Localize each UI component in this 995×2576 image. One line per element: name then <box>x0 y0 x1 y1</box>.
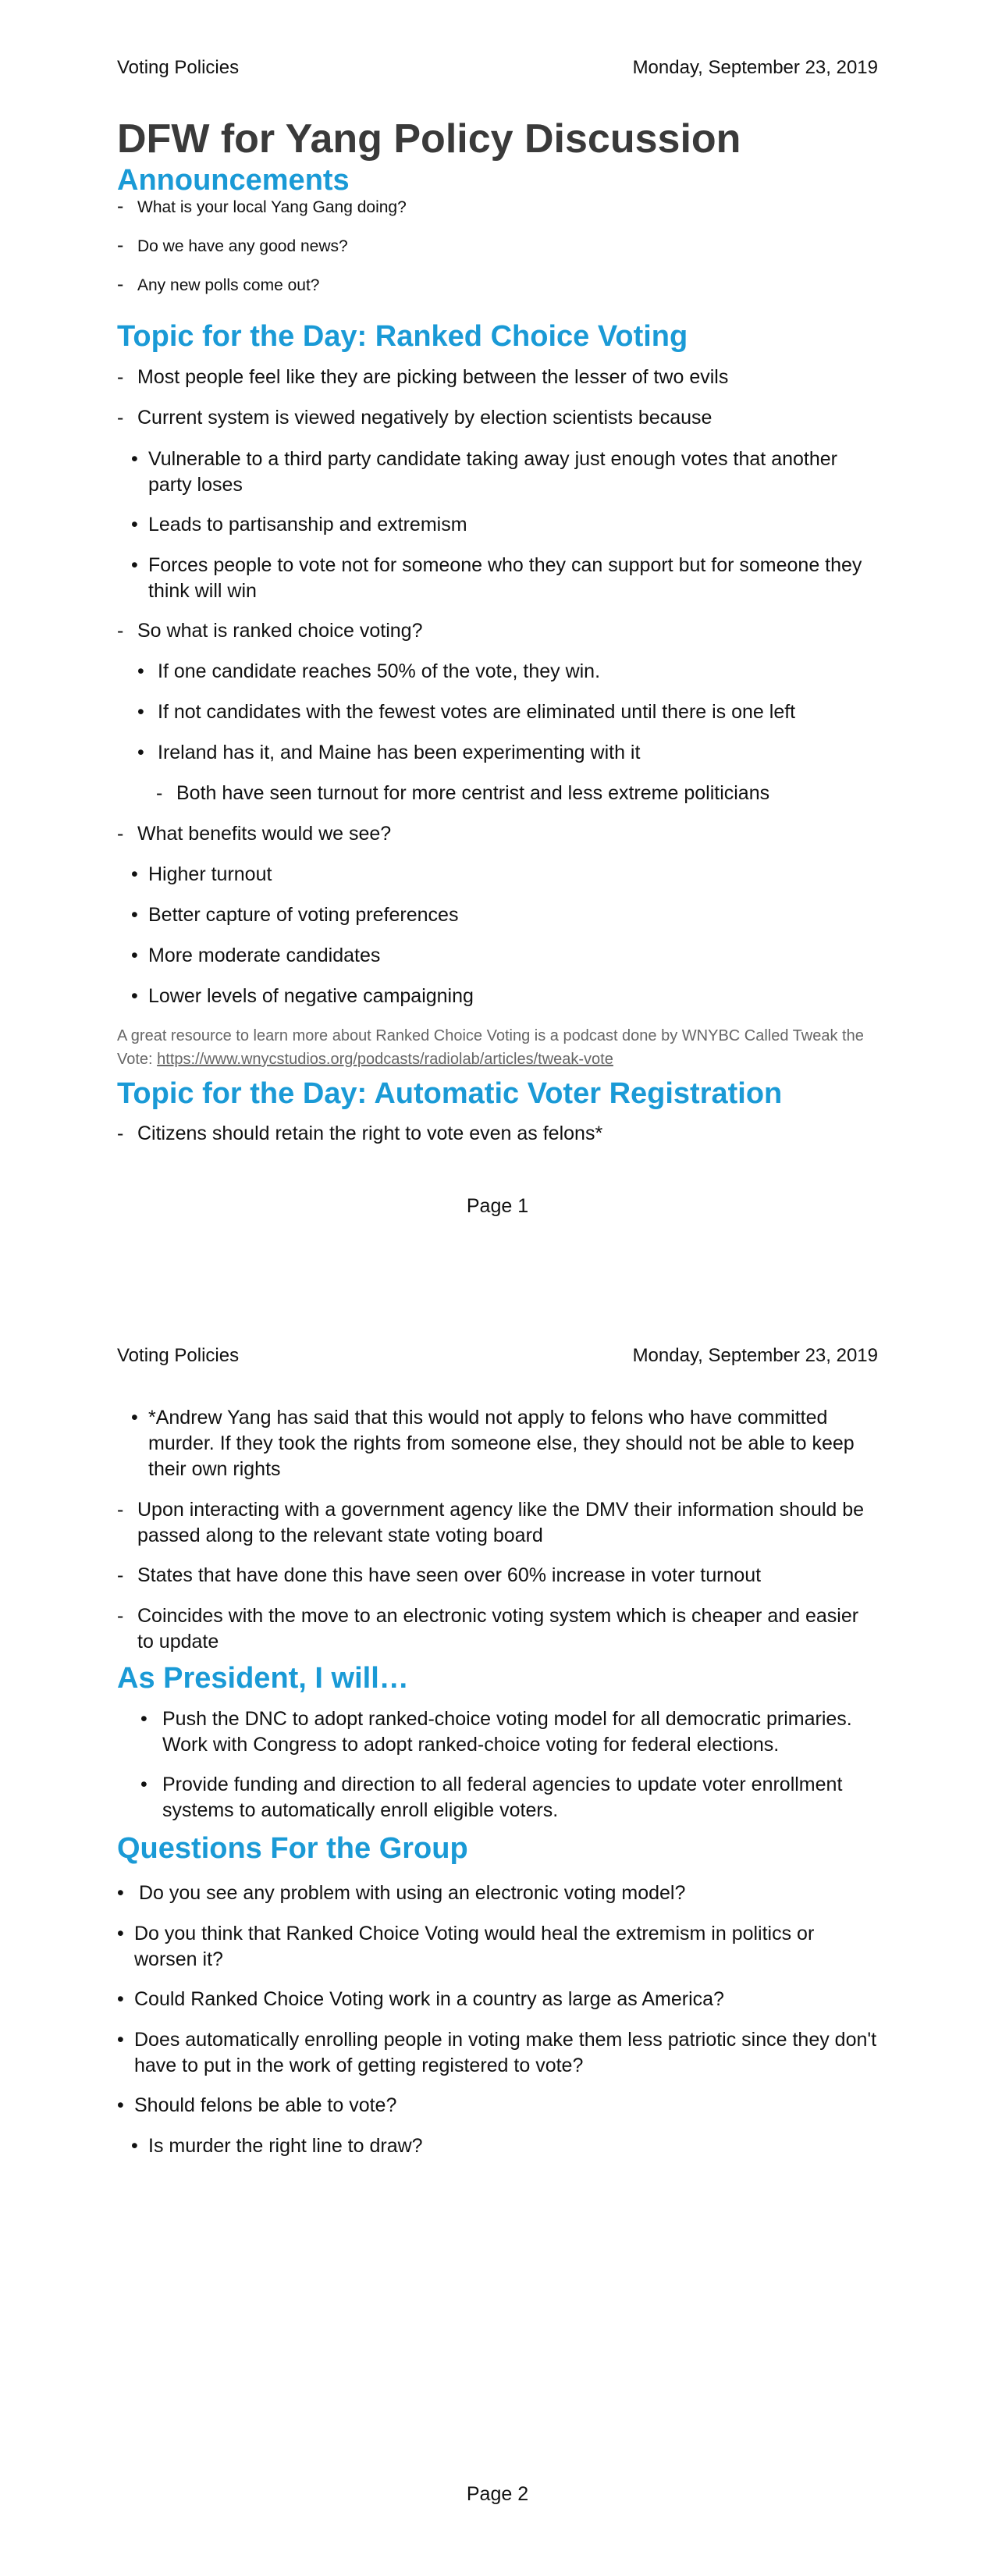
rcv-sub-item: Ireland has it, and Maine has been experimenting with it <box>158 742 641 763</box>
rcv-item: Current system is viewed negatively by election scientists because <box>137 407 712 429</box>
rcv-sub-item: Vulnerable to a third party candidate taking away just enough votes that another party loses <box>148 448 837 496</box>
question-item: Should felons be able to vote? <box>134 2094 397 2116</box>
avr-item: Citizens should retain the right to vote even as felons* <box>137 1123 603 1144</box>
announcements-heading: Announcements <box>117 164 350 197</box>
announcement-item: What is your local Yang Gang doing? <box>137 198 407 216</box>
benefit-item: Higher turnout <box>148 863 272 885</box>
header-date: Monday, September 23, 2019 <box>632 57 878 78</box>
bullet-marker: • <box>137 742 144 763</box>
resource-note-text: A great resource to learn more about Ranked Choice Voting is a podcast done by WNYBC Called Tweak the Vote: <box>117 1027 864 1068</box>
bullet-marker: • <box>131 945 138 966</box>
bullet-marker: • <box>117 2029 124 2051</box>
announcement-item: Any new polls come out? <box>137 276 320 294</box>
header-date: Monday, September 23, 2019 <box>632 1345 878 1366</box>
page-2 <box>0 1288 995 2576</box>
announcement-item: Do we have any good news? <box>137 237 348 255</box>
bullet-marker: • <box>131 448 138 470</box>
avr-item: Upon interacting with a government agency like the DMV their information should be passed along to the relevant state voting board <box>137 1499 865 1546</box>
question-item: Do you think that Ranked Choice Voting would heal the extremism in politics or worsen it? <box>134 1923 815 1970</box>
bullet-marker: • <box>131 1407 138 1429</box>
president-heading: As President, I will… <box>117 1662 409 1695</box>
benefit-item: Better capture of voting preferences <box>148 904 459 926</box>
rcv-sub-item: If one candidate reaches 50% of the vote, they win. <box>158 660 601 682</box>
bullet-marker: • <box>131 514 138 535</box>
dash-marker: - <box>117 1123 124 1144</box>
bullet-marker: • <box>131 904 138 926</box>
question-item: Could Ranked Choice Voting work in a country as large as America? <box>134 1988 724 2010</box>
dash-marker: - <box>117 823 124 845</box>
rcv-heading: Topic for the Day: Ranked Choice Voting <box>117 320 688 353</box>
rcv-sub-sub-item: Both have seen turnout for more centrist and less extreme politicians <box>176 782 770 804</box>
dash-marker: - <box>117 195 124 217</box>
dash-marker: - <box>117 620 124 642</box>
dash-marker: - <box>117 1605 124 1627</box>
bullet-marker: • <box>131 985 138 1007</box>
bullet-marker: • <box>131 863 138 885</box>
rcv-item: What benefits would we see? <box>137 823 392 845</box>
bullet-marker: • <box>140 1774 147 1795</box>
bullet-marker: • <box>117 2094 124 2116</box>
header-left: Voting Policies <box>117 57 240 78</box>
bullet-marker: • <box>137 701 144 723</box>
bullet-marker: • <box>131 554 138 576</box>
bullet-marker: • <box>137 660 144 682</box>
benefit-item: More moderate candidates <box>148 945 381 966</box>
rcv-item: So what is ranked choice voting? <box>137 620 423 642</box>
avr-item: Coincides with the move to an electronic voting system which is cheaper and easier to update <box>137 1605 859 1653</box>
president-item: Provide funding and direction to all federal agencies to update voter enrollment systems to automatically enroll eligible voters. <box>162 1774 843 1821</box>
header-left: Voting Policies <box>117 1345 240 1366</box>
bullet-marker: • <box>117 1923 124 1944</box>
benefit-item: Lower levels of negative campaigning <box>148 985 474 1007</box>
president-item: Push the DNC to adopt ranked-choice voting model for all democratic primaries. Work with Congress to adopt ranked-choice voting for federal elections. <box>162 1708 852 1756</box>
bullet-marker: • <box>131 2135 138 2157</box>
document-title: DFW for Yang Policy Discussion <box>117 116 741 162</box>
dash-marker: - <box>117 1499 124 1521</box>
dash-marker: - <box>156 782 163 804</box>
rcv-sub-item: If not candidates with the fewest votes are eliminated until there is one left <box>158 701 796 723</box>
avr-sub-item: *Andrew Yang has said that this would not apply to felons who have committed murder. If they took the rights from someone else, they should not be able to keep their own rights <box>148 1407 855 1480</box>
question-sub-item: Is murder the right line to draw? <box>148 2135 423 2157</box>
rcv-item: Most people feel like they are picking between the lesser of two evils <box>137 366 729 388</box>
bullet-marker: • <box>117 1988 124 2010</box>
question-item: Does automatically enrolling people in voting make them less patriotic since they don't have to put in the work of getting registered to vote? <box>134 2029 877 2076</box>
page-number: Page 1 <box>466 1195 529 1217</box>
avr-heading: Topic for the Day: Automatic Voter Registration <box>117 1077 783 1110</box>
bullet-marker: • <box>140 1708 147 1730</box>
dash-marker: - <box>117 407 124 429</box>
question-item: Do you see any problem with using an electronic voting model? <box>139 1882 686 1904</box>
questions-heading: Questions For the Group <box>117 1832 468 1865</box>
resource-note <box>117 1024 882 1071</box>
page-number: Page 2 <box>466 2483 529 2505</box>
avr-item: States that have done this have seen over 60% increase in voter turnout <box>137 1564 762 1586</box>
bullet-marker: • <box>117 1882 124 1904</box>
podcast-link[interactable]: https://www.wnycstudios.org/podcasts/radiolab/articles/tweak-vote <box>157 1051 613 1068</box>
dash-marker: - <box>117 366 124 388</box>
rcv-sub-item: Leads to partisanship and extremism <box>148 514 467 535</box>
rcv-sub-item: Forces people to vote not for someone who they can support but for someone they think will win <box>148 554 862 602</box>
dash-marker: - <box>117 234 124 256</box>
dash-marker: - <box>117 273 124 295</box>
dash-marker: - <box>117 1564 124 1586</box>
